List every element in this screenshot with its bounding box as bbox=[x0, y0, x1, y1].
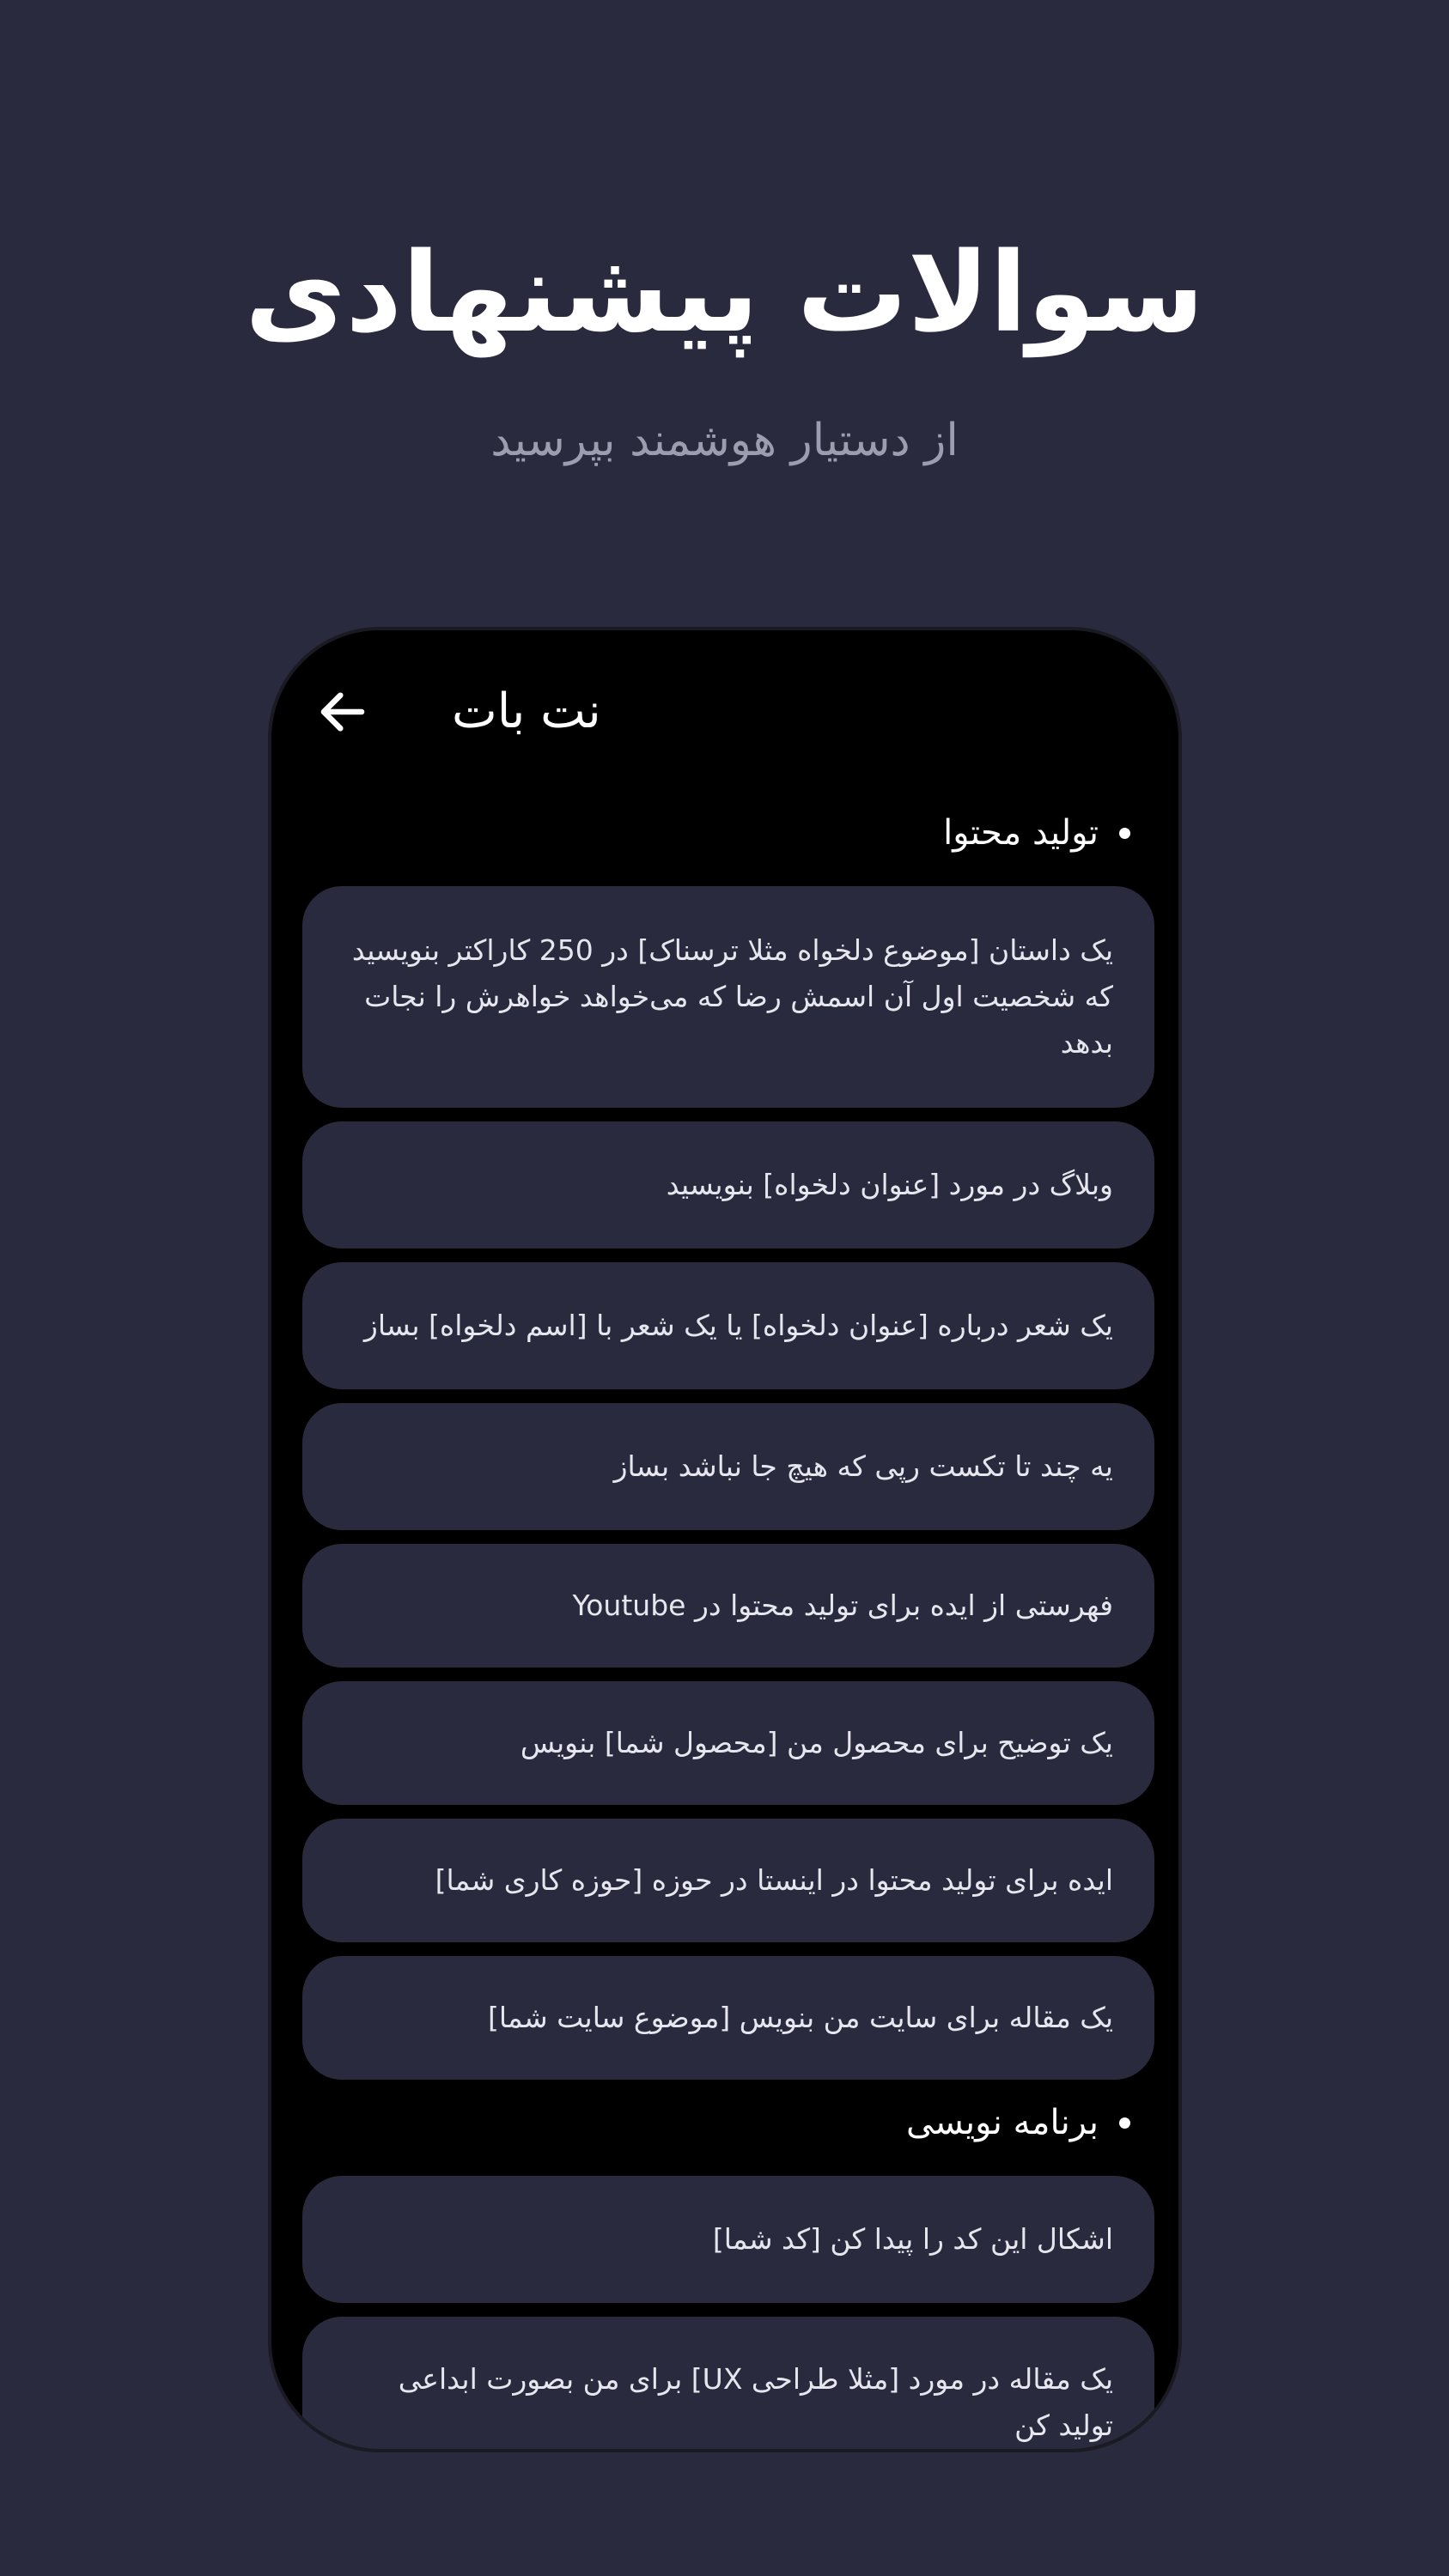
suggestion-text: وبلاگ در مورد [عنوان دلخواه] بنویسید bbox=[666, 1168, 1113, 1201]
suggestion-text: فهرستی از ایده برای تولید محتوا در Youtube bbox=[572, 1589, 1113, 1622]
suggestion-text: اشکال این کد را پیدا کن [کد شما] bbox=[712, 2222, 1113, 2256]
suggestion-card[interactable] bbox=[302, 1681, 1154, 1805]
suggestion-card[interactable] bbox=[302, 1544, 1154, 1668]
page-subheadline: از دستیار هوشمند بپرسید bbox=[490, 415, 959, 466]
suggestion-text: یه چند تا تکست رپی که هیچ جا نباشد بساز bbox=[613, 1449, 1113, 1483]
suggestion-card[interactable] bbox=[302, 2176, 1154, 2303]
phone-frame bbox=[268, 627, 1182, 2452]
suggestion-text: یک مقاله در مورد [مثلا طراحی UX] برای من بصورت ابداعی تولید کن bbox=[398, 2362, 1113, 2442]
section-title: تولید محتوا bbox=[943, 813, 1099, 853]
section-title: برنامه نویسی bbox=[905, 2103, 1099, 2142]
suggestion-text: یک داستان [موضوع دلخواه مثلا ترسناک] در 250 کاراکتر بنویسید که شخصیت اول آن اسمش رضا که می‌خواهد خواهرش را نجات بدهد bbox=[351, 933, 1113, 1060]
suggestion-text: یک شعر درباره [عنوان دلخواه] یا یک شعر با [اسم دلخواه] بساز bbox=[363, 1309, 1113, 1342]
suggestion-card[interactable] bbox=[302, 1262, 1154, 1389]
section-header-content bbox=[943, 807, 1130, 859]
back-button[interactable] bbox=[314, 683, 371, 740]
app-title: نت بات bbox=[452, 683, 601, 739]
page-headline: سوالات پیشنهادی bbox=[245, 229, 1204, 357]
suggestion-card[interactable] bbox=[302, 1956, 1154, 2080]
bullet-icon bbox=[1119, 2117, 1130, 2129]
arrow-left-icon bbox=[314, 683, 371, 740]
app-bar bbox=[271, 656, 1178, 768]
suggestion-card[interactable] bbox=[302, 1403, 1154, 1530]
suggestion-card[interactable] bbox=[302, 1121, 1154, 1249]
suggestion-text: ایده برای تولید محتوا در اینستا در حوزه [حوزه کاری شما] bbox=[435, 1863, 1113, 1897]
suggestion-text: یک توضیح برای محصول من [محصول شما] بنویس bbox=[520, 1726, 1113, 1759]
suggestion-card[interactable] bbox=[302, 1819, 1154, 1942]
suggestion-card[interactable] bbox=[302, 886, 1154, 1108]
section-header-programming bbox=[906, 2097, 1130, 2148]
suggestion-card[interactable] bbox=[302, 2317, 1154, 2452]
suggestion-text: یک مقاله برای سایت من بنویس [موضوع سایت شما] bbox=[487, 2001, 1113, 2034]
bullet-icon bbox=[1119, 828, 1130, 839]
